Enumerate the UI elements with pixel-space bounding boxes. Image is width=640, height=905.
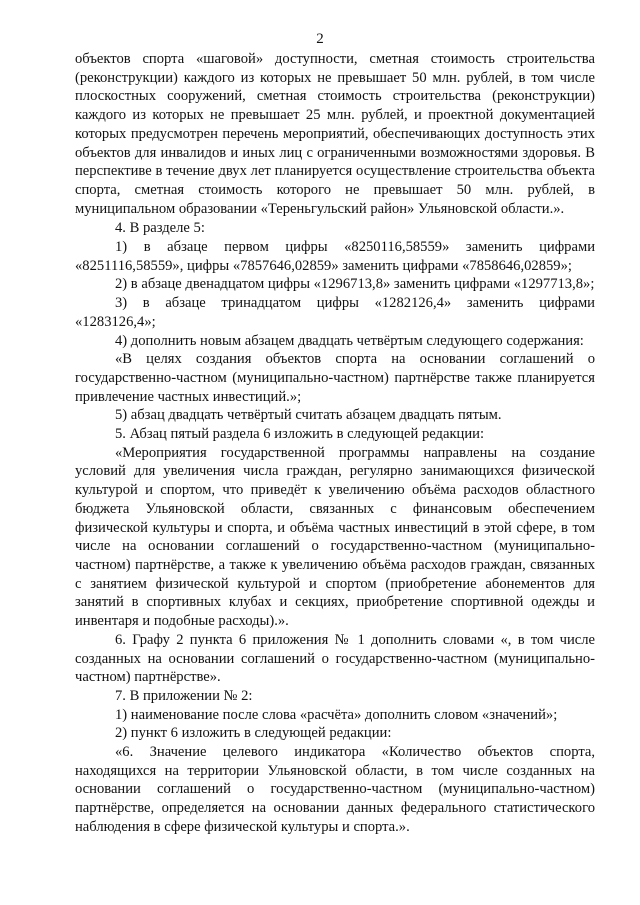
- paragraph-6: 4) дополнить новым абзацем двадцать четвёртым следующего содержания:: [115, 332, 584, 349]
- page-number: 2: [316, 31, 324, 47]
- paragraph-5: 3) в абзаце тринадцатом цифры «1282126,4» заменить цифрами «1283126,4»;: [75, 295, 595, 330]
- paragraph-1: объектов спорта «шаговой» доступности, сметная стоимость строительства (реконструкции) каждого из которых не превышает 50 млн. рублей, в том числе плоскостных сооружений, сметная стоимость строительства (реконструкции) каждого из которых не превышает 25 млн. рублей, и проектной документацией которых предусмотрен перечень мероприятий, обеспечивающих доступность этих объектов для инвалидов и иных лиц с ограниченными возможностями здоровья. В перспективе в течение двух лет планируется осуществление строительства объекта спорта, сметная стоимость которого не превышает 50 млн. рублей, в муниципальном образовании «Тереньгульский район» Ульяновской области.».: [75, 51, 595, 217]
- paragraph-10: «Мероприятия государственной программы направлены на создание условий для увеличения числа граждан, регулярно занимающихся физической культурой и спортом, что приведёт к увеличению объёма расходов областного бюджета Ульяновской области, связанных с финансовым обеспечением физической культуры и спорта, и объёма частных инвестиций в этой сфере, в том числе на основании соглашений о государственно-частном (муниципально-частном) партнёрстве, а также к увеличению объёма расходов граждан, связанных с занятием физической культурой и спортом (приобретение абонементов для занятий в спортивных клубах и секциях, приобретение спортивной одежды и инвентаря и подобные расходы).».: [75, 444, 595, 630]
- paragraph-7: «В целях создания объектов спорта на основании соглашений о государственно-частном (муниципально-частном) партнёрстве также планируется привлечение частных инвестиций.»;: [75, 351, 595, 405]
- paragraph-11: 6. Графу 2 пункта 6 приложения № 1 дополнить словами «, в том числе созданных на основании соглашений о государственно-частном (муниципально-частном) партнёрстве».: [75, 631, 595, 686]
- paragraph-14: 2) пункт 6 изложить в следующей редакции:: [115, 725, 392, 742]
- paragraph-9: 5. Абзац пятый раздела 6 изложить в следующей редакции:: [115, 426, 485, 443]
- paragraph-8: 5) абзац двадцать четвёртый считать абзацем двадцать пятым.: [115, 407, 502, 424]
- paragraph-15: «6. Значение целевого индикатора «Количество объектов спорта, находящихся на территории Ульяновской области, в том числе созданных на основании соглашений о государственно-частном (муниципально-частном) партнёрстве, определяется на основании данных федерального статистического наблюдения в сфере физической культуры и спорта.».: [75, 744, 595, 835]
- paragraph-13: 1) наименование после слова «расчёта» дополнить словом «значений»;: [115, 706, 558, 723]
- paragraph-2: 4. В разделе 5:: [115, 220, 205, 237]
- document-body: [75, 50, 595, 837]
- paragraph-3: 1) в абзаце первом цифры «8250116,58559» заменить цифрами «8251116,58559», цифры «7857646,02859» заменить цифрами «7858646,02859»;: [75, 239, 595, 274]
- paragraph-4: 2) в абзаце двенадцатом цифры «1296713,8» заменить цифрами «1297713,8»;: [115, 276, 595, 293]
- paragraph-12: 7. В приложении № 2:: [115, 687, 253, 704]
